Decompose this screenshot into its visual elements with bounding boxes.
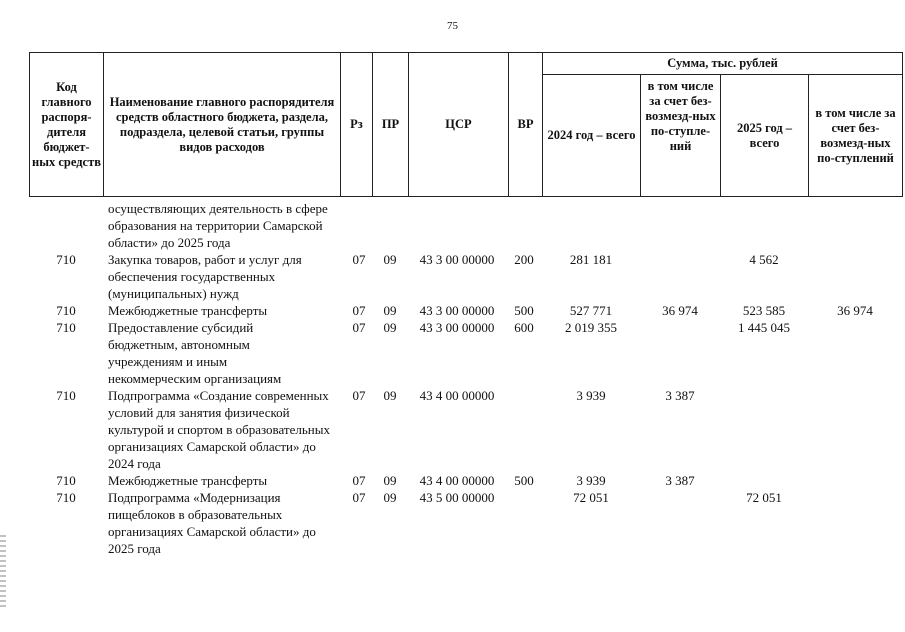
col-header-2024-gratuitous: в том числе за счет без-возмезд-ных по-ступле-ний (641, 75, 721, 197)
cell-sum-2024: 527 771 (569, 303, 613, 318)
cell-sum-2024: 3 939 (576, 388, 606, 403)
cell-name: Закупка товаров, работ и услуг для обеспечения государственных (муниципальных) нужд (108, 252, 302, 301)
cell-rz: 07 (352, 252, 366, 267)
table-row (29, 472, 902, 489)
cell-csr: 43 3 00 00000 (419, 320, 495, 335)
col-header-vr: ВР (509, 53, 543, 197)
cell-pr: 09 (383, 303, 397, 318)
cell-sum-2024: 2 019 355 (565, 320, 617, 335)
col-header-2025-total: 2025 год – всего (721, 75, 809, 197)
cell-vr: 500 (514, 303, 534, 318)
page-number: 75 (447, 20, 458, 32)
cell-code: 710 (56, 388, 76, 403)
cell-gratuitous-2024: 36 974 (662, 303, 698, 318)
cell-pr: 09 (383, 490, 397, 505)
table-row (29, 251, 902, 302)
cell-gratuitous-2024: 3 387 (665, 473, 695, 488)
cell-pr: 09 (383, 388, 397, 403)
table-row (29, 200, 902, 251)
cell-sum-2025: 523 585 (742, 303, 786, 318)
cell-sum-2025: 72 051 (746, 490, 782, 505)
scan-edge-mark (0, 535, 6, 610)
cell-code: 710 (56, 473, 76, 488)
col-header-csr: ЦСР (409, 53, 509, 197)
table-row (29, 489, 902, 557)
cell-name: Межбюджетные трансферты (108, 473, 268, 488)
cell-code: 710 (56, 490, 76, 505)
cell-sum-2024: 72 051 (573, 490, 609, 505)
cell-sum-2025: 1 445 045 (738, 320, 790, 335)
cell-vr: 200 (514, 252, 534, 267)
cell-code: 710 (56, 252, 76, 267)
cell-pr: 09 (383, 473, 397, 488)
col-header-rz: Рз (341, 53, 373, 197)
cell-csr: 43 3 00 00000 (419, 303, 495, 318)
cell-csr: 43 4 00 00000 (419, 473, 495, 488)
col-header-2025-gratuitous: в том числе за счет без-возмезд-ных по-ступлений (809, 75, 903, 197)
col-header-sum-group: Сумма, тыс. рублей (543, 53, 903, 75)
cell-csr: 43 5 00 00000 (419, 490, 495, 505)
cell-name: Межбюджетные трансферты (108, 303, 268, 318)
cell-gratuitous-2025: 36 974 (837, 303, 873, 318)
col-header-2024-total: 2024 год – всего (543, 75, 641, 197)
table-row (29, 319, 902, 387)
cell-csr: 43 3 00 00000 (419, 252, 495, 267)
cell-gratuitous-2024: 3 387 (665, 388, 695, 403)
cell-name: Подпрограмма «Создание современных условий для занятия физической культурой и спортом в образовательных организациях Самарской области» до 2024 года (108, 388, 330, 471)
cell-rz: 07 (352, 320, 366, 335)
cell-code: 710 (56, 303, 76, 318)
col-header-pr: ПР (373, 53, 409, 197)
cell-rz: 07 (352, 473, 366, 488)
cell-name: Предоставление субсидий бюджетным, автономным учреждениям и иным некоммерческим организациям (108, 320, 282, 386)
cell-rz: 07 (352, 490, 366, 505)
cell-vr: 500 (514, 473, 534, 488)
cell-sum-2024: 3 939 (576, 473, 606, 488)
cell-rz: 07 (352, 388, 366, 403)
col-header-code: Код главного распоря-дителя бюджет-ных средств (30, 53, 104, 197)
budget-table-header (29, 52, 903, 197)
budget-table-body (29, 200, 902, 557)
cell-pr: 09 (383, 320, 397, 335)
cell-vr: 600 (514, 320, 534, 335)
cell-name: осуществляющих деятельность в сфере образования на территории Самарской области» до 2025 года (108, 201, 328, 250)
table-row (29, 387, 902, 472)
cell-sum-2025: 4 562 (749, 252, 779, 267)
cell-sum-2024: 281 181 (569, 252, 613, 267)
col-header-name: Наименование главного распорядителя средств областного бюджета, раздела, подраздела, целевой статьи, группы видов расходов (104, 53, 341, 197)
cell-code: 710 (56, 320, 76, 335)
cell-csr: 43 4 00 00000 (419, 388, 495, 403)
table-row (29, 302, 902, 319)
cell-pr: 09 (383, 252, 397, 267)
cell-name: Подпрограмма «Модернизация пищеблоков в образовательных организациях Самарской области» до 2025 года (108, 490, 316, 556)
cell-rz: 07 (352, 303, 366, 318)
